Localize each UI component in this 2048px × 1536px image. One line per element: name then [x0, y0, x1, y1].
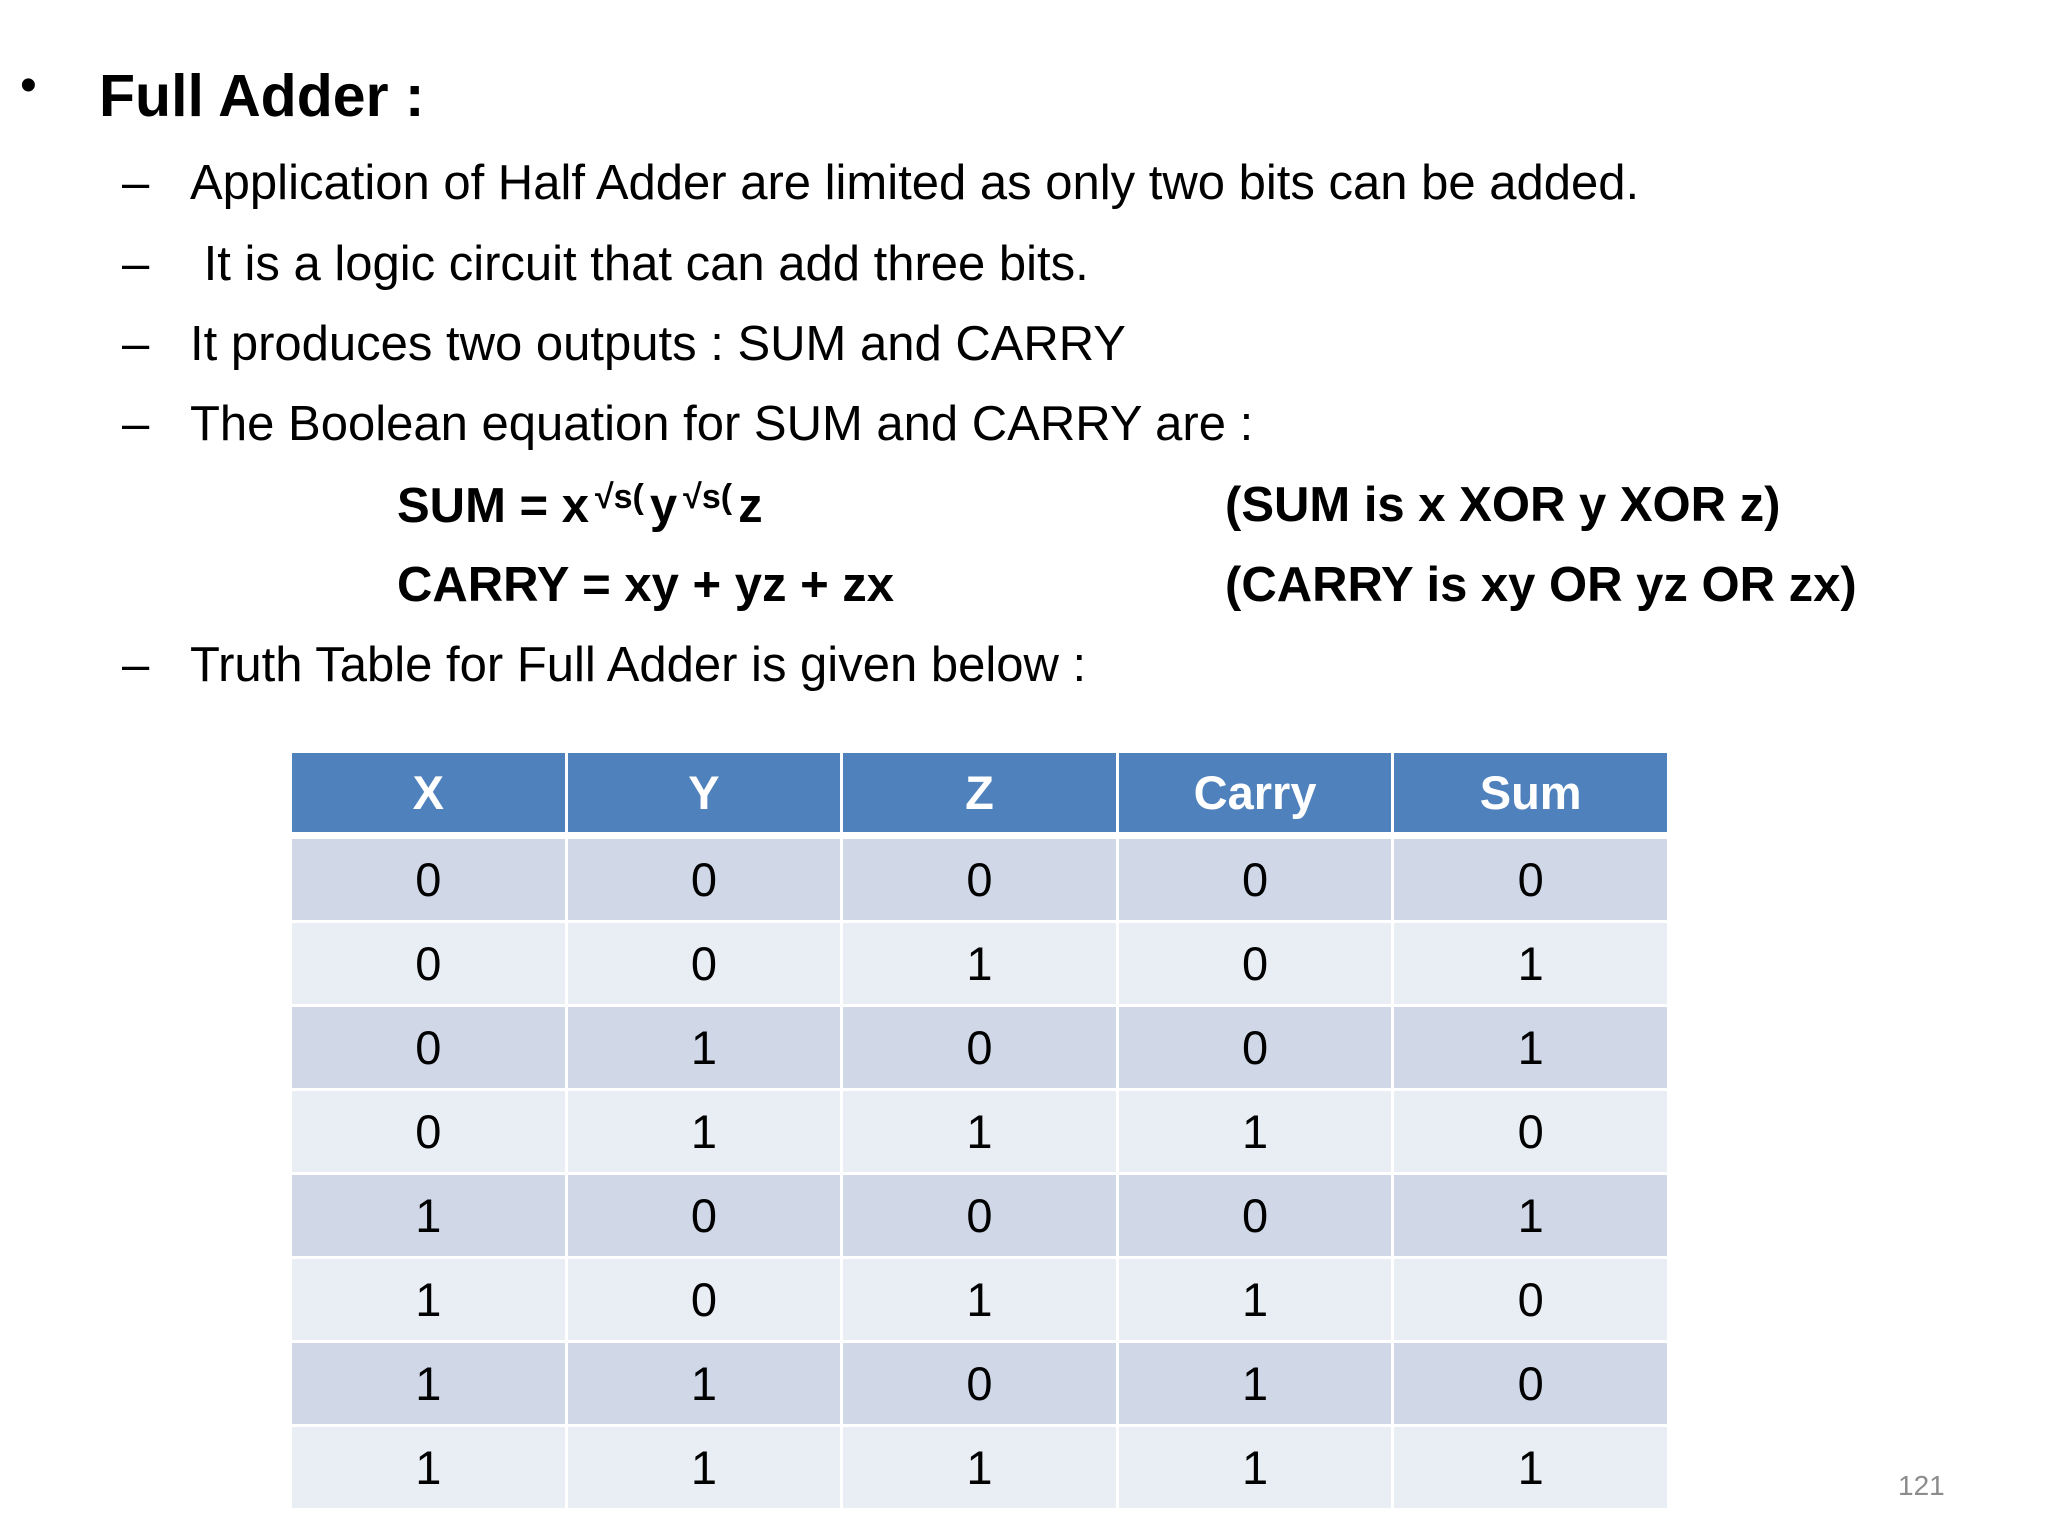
table-cell: 0: [1119, 1175, 1392, 1256]
table-row: [292, 1343, 1667, 1424]
table-cell: 0: [1394, 1091, 1667, 1172]
bullet-dot-icon: •: [20, 59, 37, 112]
dash-icon: –: [122, 156, 150, 210]
dash-icon: –: [122, 237, 150, 291]
table-cell: 1: [292, 1259, 565, 1340]
xor-glyph-1: √s(: [594, 478, 644, 516]
header-x: X: [292, 753, 565, 836]
dash-icon: –: [122, 397, 150, 451]
carry-equation: CARRY = xy + yz + zx: [397, 558, 895, 612]
table-cell: 0: [843, 839, 1116, 920]
table-cell: 1: [1119, 1427, 1392, 1508]
table-cell: 1: [568, 1427, 841, 1508]
table-row: [292, 1259, 1667, 1340]
header-carry: Carry: [1119, 753, 1392, 836]
table-cell: 1: [1394, 1007, 1667, 1088]
table-row: [292, 839, 1667, 920]
table-row: [292, 1007, 1667, 1088]
dash-icon: –: [122, 317, 150, 371]
sub-bullet-text: Truth Table for Full Adder is given below :: [190, 638, 1087, 692]
table-cell: 0: [568, 1175, 841, 1256]
table-cell: 0: [1119, 923, 1392, 1004]
table-cell: 1: [292, 1343, 565, 1424]
sum-equation-prefix: SUM = x: [397, 479, 589, 533]
sub-bullet-3: [122, 318, 1126, 372]
table-cell: 1: [292, 1175, 565, 1256]
sub-bullet-text: The Boolean equation for SUM and CARRY are :: [190, 397, 1254, 451]
table-cell: 0: [568, 1259, 841, 1340]
sub-bullet-4: [122, 398, 1253, 452]
table-cell: 0: [292, 1091, 565, 1172]
sub-bullet-text: Application of Half Adder are limited as only two bits can be added.: [190, 156, 1640, 210]
dash-icon: –: [122, 638, 150, 692]
sum-equation-y: y: [649, 479, 678, 533]
table-cell: 0: [843, 1175, 1116, 1256]
truth-table: [289, 750, 1670, 1511]
sub-bullet-text: It is a logic circuit that can add three bits.: [190, 237, 1089, 291]
header-y: Y: [568, 753, 841, 836]
sub-bullet-1: [122, 157, 1639, 211]
table-cell: 1: [1119, 1259, 1392, 1340]
header-z: Z: [843, 753, 1116, 836]
carry-note: (CARRY is xy OR yz OR zx): [1225, 558, 1857, 612]
table-cell: 0: [843, 1007, 1116, 1088]
sum-equation-z: z: [738, 479, 763, 533]
table-cell: 1: [568, 1007, 841, 1088]
table-cell: 1: [1394, 1427, 1667, 1508]
table-cell: 0: [568, 839, 841, 920]
table-header-row: [292, 753, 1667, 836]
table-cell: 1: [843, 1259, 1116, 1340]
sum-equation: [397, 479, 763, 534]
table-cell: 0: [1119, 839, 1392, 920]
table-cell: 1: [843, 1427, 1116, 1508]
header-sum: Sum: [1394, 753, 1667, 836]
table-cell: 1: [843, 1091, 1116, 1172]
page-number: 121: [1898, 1470, 1945, 1501]
table-cell: 0: [1119, 1007, 1392, 1088]
xor-glyph-2: √s(: [683, 478, 733, 516]
sub-bullet-5: [122, 639, 1086, 693]
table-row: [292, 1427, 1667, 1508]
table-cell: 0: [568, 923, 841, 1004]
sub-bullet-text: It produces two outputs : SUM and CARRY: [190, 317, 1126, 371]
sub-bullet-2: [122, 238, 1089, 292]
table-cell: 1: [843, 923, 1116, 1004]
table-row: [292, 923, 1667, 1004]
table-cell: 0: [1394, 1343, 1667, 1424]
table-cell: 1: [1394, 1175, 1667, 1256]
table-cell: 0: [1394, 839, 1667, 920]
slide-title: Full Adder :: [99, 63, 425, 129]
table-cell: 0: [292, 923, 565, 1004]
table-cell: 0: [1394, 1259, 1667, 1340]
table-cell: 0: [292, 1007, 565, 1088]
sum-note: (SUM is x XOR y XOR z): [1225, 478, 1781, 532]
table-cell: 1: [568, 1091, 841, 1172]
table-cell: 1: [292, 1427, 565, 1508]
table-cell: 1: [1119, 1091, 1392, 1172]
table-cell: 0: [843, 1343, 1116, 1424]
table-row: [292, 1175, 1667, 1256]
table-cell: 1: [1119, 1343, 1392, 1424]
table-cell: 0: [292, 839, 565, 920]
table-cell: 1: [1394, 923, 1667, 1004]
table-row: [292, 1091, 1667, 1172]
table-cell: 1: [568, 1343, 841, 1424]
